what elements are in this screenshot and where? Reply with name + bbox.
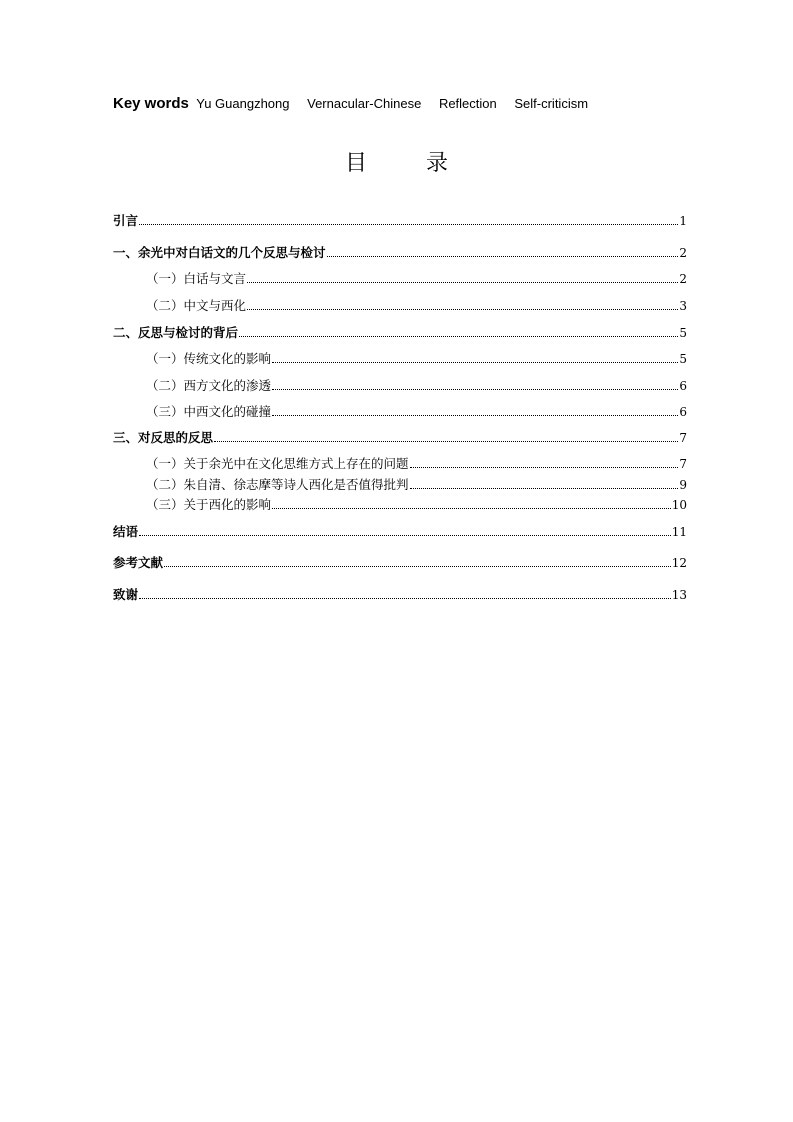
keywords-line — [113, 94, 602, 114]
toc-entry-page: 7 — [679, 431, 687, 445]
toc-leader — [247, 281, 678, 283]
toc-leader — [247, 308, 678, 310]
toc-leader — [272, 361, 678, 363]
toc-entry-text: （二）朱自清、徐志摩等诗人西化是否值得批判 — [146, 477, 409, 492]
keyword-item: Reflection — [438, 96, 497, 111]
toc-entry-page: 7 — [679, 457, 687, 471]
toc-entry-page: 9 — [679, 478, 687, 492]
toc-entry-text: 一、余光中对白话文的几个反思与检讨 — [113, 245, 326, 260]
toc-entry-page: 2 — [679, 272, 687, 286]
toc-leader — [410, 487, 679, 489]
toc-title: 目 录 — [345, 151, 474, 176]
keyword-item: Vernacular-Chinese — [307, 96, 422, 111]
toc-leader — [327, 255, 679, 257]
toc-leader — [272, 414, 678, 416]
toc-entry-page: 11 — [671, 525, 687, 539]
toc-entry[interactable] — [146, 477, 687, 493]
toc-leader — [410, 466, 679, 468]
toc-entry-page: 10 — [671, 498, 687, 512]
toc-entry-page: 6 — [679, 405, 687, 419]
toc-leader — [139, 534, 671, 536]
toc-entry[interactable] — [146, 404, 687, 420]
toc-entry-page: 5 — [679, 326, 687, 340]
toc-entry-page: 5 — [679, 352, 687, 366]
toc-entry-text: （三）关于西化的影响 — [146, 497, 272, 512]
keyword-item: Yu Guangzhong — [196, 96, 290, 111]
toc-entry[interactable] — [113, 213, 687, 229]
toc-entry[interactable] — [113, 555, 687, 571]
toc-entry-text: 三、对反思的反思 — [113, 430, 214, 445]
toc-entry-text: （三）中西文化的碰撞 — [146, 404, 272, 419]
toc-entry[interactable] — [146, 378, 687, 394]
toc-entry[interactable] — [146, 456, 687, 472]
toc-leader — [214, 440, 678, 442]
toc-leader — [272, 388, 678, 390]
toc-leader — [239, 335, 678, 337]
toc-leader — [164, 565, 671, 567]
toc-entry-text: 二、反思与检讨的背后 — [113, 325, 239, 340]
toc-entry[interactable] — [146, 351, 687, 367]
toc-leader — [139, 223, 678, 225]
toc-entry-text: （一）白话与文言 — [146, 271, 247, 286]
toc-entry-text: （一）关于余光中在文化思维方式上存在的问题 — [146, 456, 409, 471]
toc-entry[interactable] — [146, 298, 687, 314]
toc-entry-text: 引言 — [113, 213, 139, 228]
toc-entry-page: 13 — [671, 588, 687, 602]
toc-entry-page: 6 — [679, 379, 687, 393]
toc-entry[interactable] — [113, 524, 687, 540]
toc-entry-page: 12 — [671, 556, 687, 570]
toc-entry-page: 2 — [679, 246, 687, 260]
toc-entry[interactable] — [113, 587, 687, 603]
toc-entry[interactable] — [146, 271, 687, 287]
keyword-item: Self-criticism — [514, 96, 589, 111]
toc-entry[interactable] — [146, 497, 687, 513]
toc-entry-text: （一）传统文化的影响 — [146, 351, 272, 366]
toc-entry[interactable] — [113, 325, 687, 341]
toc-entry-text: （二）中文与西化 — [146, 298, 247, 313]
toc-entry-page: 1 — [679, 214, 687, 228]
toc-entry-text: 致谢 — [113, 587, 139, 602]
toc-entry[interactable] — [113, 430, 687, 446]
toc-entry-text: （二）西方文化的渗透 — [146, 378, 272, 393]
toc-entry-text: 结语 — [113, 524, 139, 539]
toc-leader — [139, 597, 671, 599]
keywords-label: Key words — [113, 95, 189, 112]
toc-entry[interactable] — [113, 245, 687, 261]
toc-entry-text: 参考文献 — [113, 555, 164, 570]
toc-entry-page: 3 — [679, 299, 687, 313]
toc-leader — [272, 507, 671, 509]
